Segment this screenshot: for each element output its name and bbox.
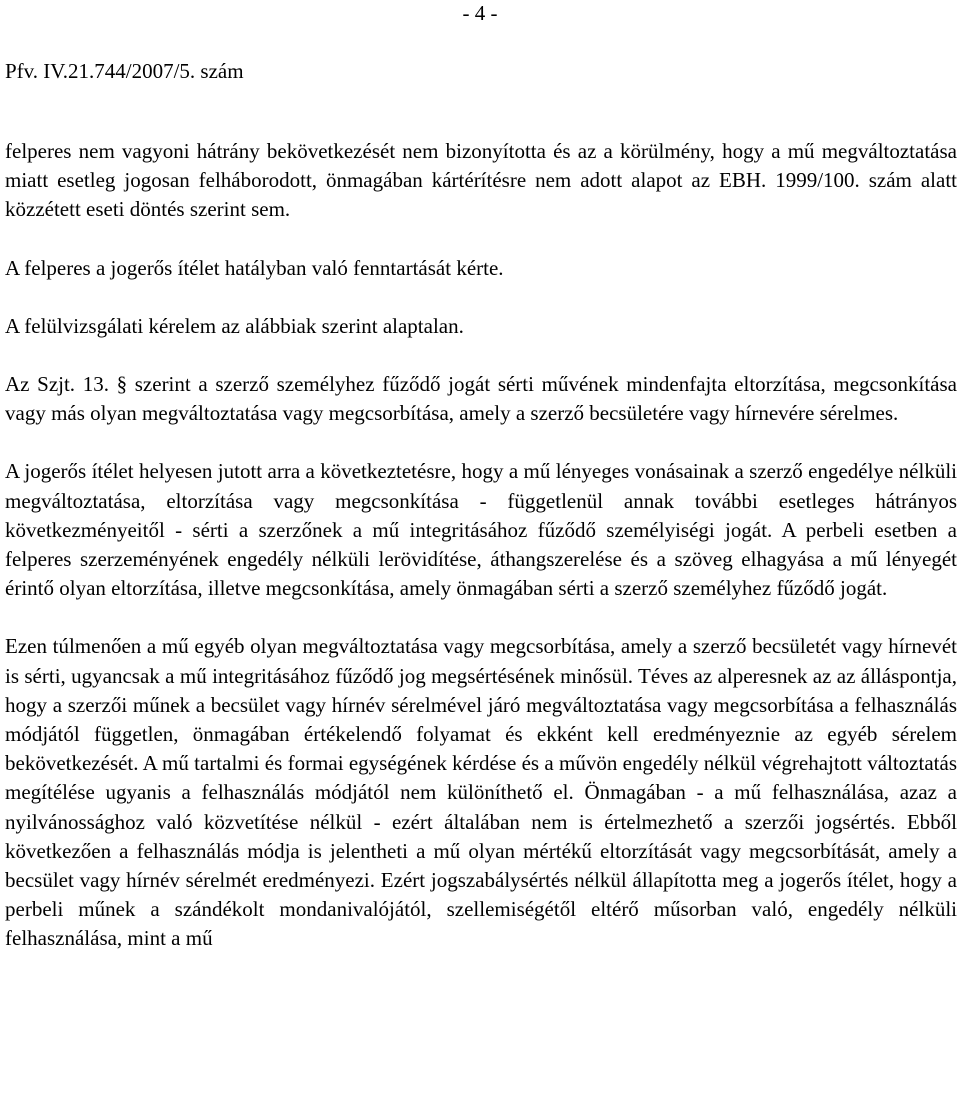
paragraph-intro: felperes nem vagyoni hátrány bekövetkezését nem bizonyította és az a körülmény, hogy a mű megváltoztatása miatt esetleg jogosan felháborodott, önmagában kártérítésre nem adott alapot az EBH. 1999/100. szám alatt közzétett eseti döntés szerint sem. (5, 139, 957, 222)
document-body (5, 137, 957, 954)
paragraph-szjt-13: Az Szjt. 13. § szerint a szerző személyhez fűződő jogát sérti művének mindenfajta eltorzítása, megcsonkítása vagy más olyan megváltoztatása vagy megcsorbítása, amely a szerző becsületére vagy hírnevére sérelmes. (5, 372, 957, 426)
paragraph-review-unfounded: A felülvizsgálati kérelem az alábbiak szerint alaptalan. (5, 313, 464, 338)
page-number: - 4 - (462, 1, 498, 25)
case-number: Pfv. IV.21.744/2007/5. szám (5, 59, 244, 83)
paragraph-further-analysis: Ezen túlmenően a mű egyéb olyan megváltoztatása vagy megcsorbítása, amely a szerző becsületét vagy hírnevét is sérti, ugyancsak a mű integritásához fűződő jog megsértésének minősül. Téves az alperesnek az az álláspontja, hogy a szerzői műnek a becsület vagy hírnév sérelmével járó megváltoztatása vagy megcsorbítása a felhasználás módjától független, önmagában értékelendő folyamat és ekként kell eredményeznie az egyéb sérelem bekövetkezését. A mű tartalmi és formai egységének kérdése és a művön engedély nélkül végrehajtott változtatás megítélése ugyanis a felhasználás módjától nem különíthető el. Önmagában - a mű felhasználása, azaz a nyilvánossághoz való közvetítése nélkül - ezért általában nem is értelmezhető a szerzői jogsértés. Ebből következően a felhasználás módja is jelentheti a mű olyan mértékű eltorzítását vagy megcsorbítását, amely a becsület vagy hírnév sérelmét eredményezi. Ezért jogszabálysértés nélkül állapította meg a jogerős ítélet, hogy a perbeli műnek a szándékolt mondanivalójától, szellemiségétől eltérő műsorban való, engedély nélküli felhasználása, mint a mű (5, 634, 957, 951)
paragraph-plaintiff-request: A felperes a jogerős ítélet hatályban való fenntartását kérte. (5, 255, 504, 280)
paragraph-final-judgment: A jogerős ítélet helyesen jutott arra a következtetésre, hogy a mű lényeges vonásainak a szerző engedélye nélküli megváltoztatása, eltorzítása vagy megcsonkítása - függetlenül annak további esetleges hátrányos következményeitől - sérti a szerzőnek a mű integritásához fűződő személyiségi jogát. A perbeli esetben a felperes szerzeményének engedély nélküli lerövidítése, áthangszerelése és a szöveg elhagyása a mű lényegét érintő olyan eltorzítása, illetve megcsonkítása, amely önmagában sérti a szerző személyhez fűződő jogát. (5, 459, 957, 601)
